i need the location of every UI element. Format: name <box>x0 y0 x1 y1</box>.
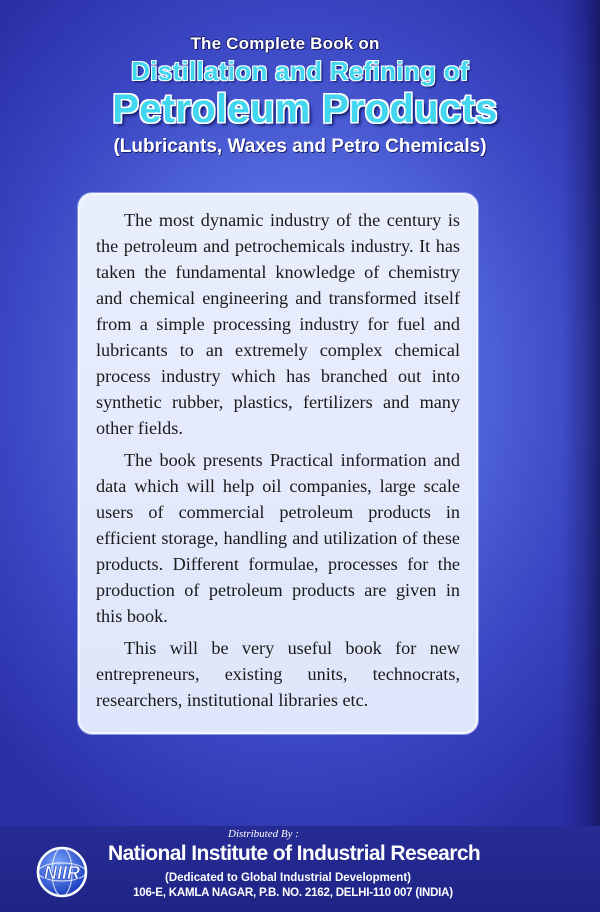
logo-lettering: NIIR <box>44 863 80 883</box>
publisher-footer-band <box>0 826 600 912</box>
cover-title-line2: Petroleum Products <box>112 87 498 131</box>
cover-title-line1: Distillation and Refining of <box>131 56 469 86</box>
distributed-by-label: Distributed By : <box>228 828 299 840</box>
niir-globe-logo-icon <box>36 846 88 898</box>
blurb-paragraph-3: This will be very useful book for new entrepreneurs, existing units, technocrats, researchers, institutional libraries etc. <box>96 638 460 710</box>
publisher-address: 106-E, KAMLA NAGAR, P.B. NO. 2162, DELHI-110 007 (INDIA) <box>133 887 453 899</box>
cover-kicker: The Complete Book on <box>190 34 380 53</box>
blurb-box <box>78 193 478 734</box>
blurb-paragraph-2: The book presents Practical information and data which will help oil companies, large scale users of commercial petroleum products in efficient storage, handling and utilization of these products. Different formulae, processes for the production of petroleum products are given in this book. <box>96 450 460 626</box>
publisher-dedication: (Dedicated to Global Industrial Development) <box>164 872 411 884</box>
blurb-paragraph-1: The most dynamic industry of the century is the petroleum and petrochemicals industry. It has taken the fundamental knowledge of chemistry and chemical engineering and transformed itself from a simple processing industry for fuel and lubricants to an extremely complex chemical process industry which has branched out into synthetic rubber, plastics, fertilizers and many other fields. <box>96 210 460 438</box>
cover-subtitle: (Lubricants, Waxes and Petro Chemicals) <box>113 136 487 157</box>
publisher-name: National Institute of Industrial Research <box>108 842 481 865</box>
cover-header <box>0 34 600 158</box>
